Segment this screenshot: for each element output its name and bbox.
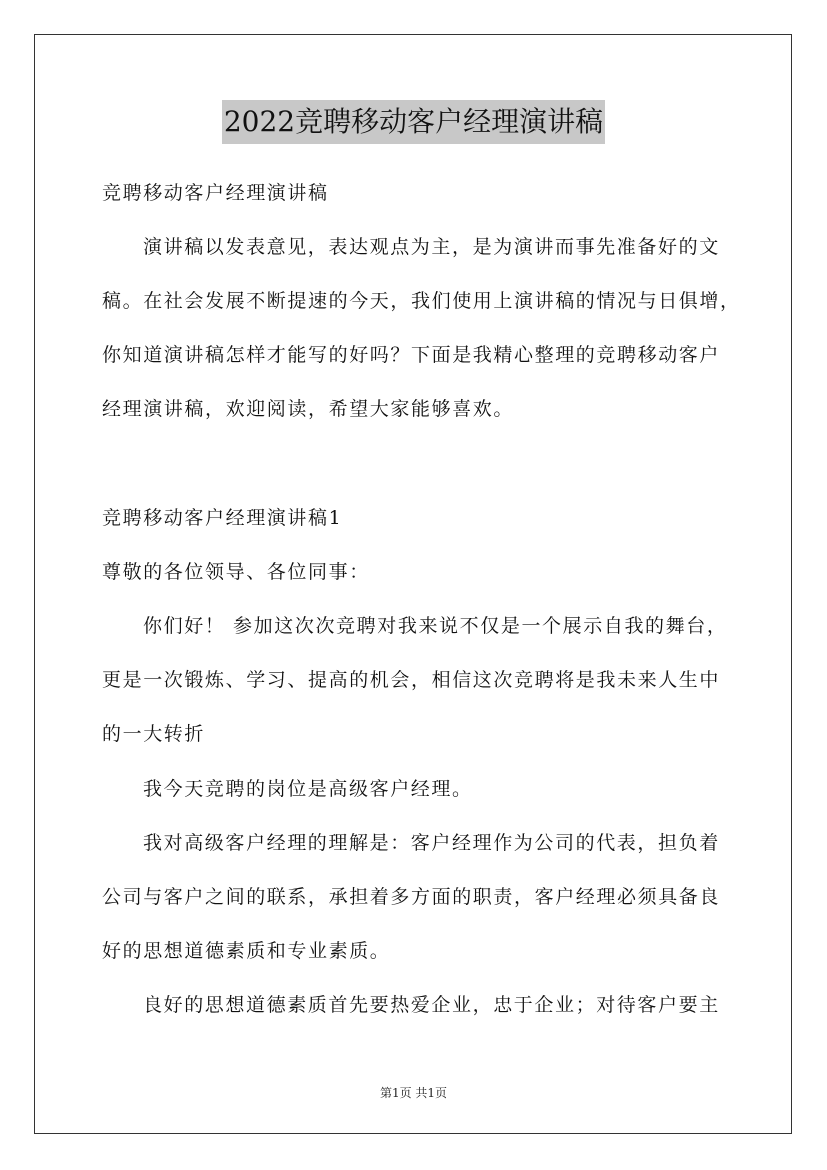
intro-line-1: 演讲稿以发表意见，表达观点为主，是为演讲而事先准备好的文	[143, 236, 720, 258]
body-line-2: 更是一次锻炼、学习、提高的机会，相信这次竞聘将是我未来人生中	[102, 669, 721, 691]
body-line-8: 良好的思想道德素质首先要热爱企业，忠于企业；对待客户要主	[143, 994, 720, 1016]
intro-line-3: 你知道演讲稿怎样才能写的好吗？下面是我精心整理的竞聘移动客户	[102, 344, 721, 366]
section-heading: 竞聘移动客户经理演讲稿1	[102, 507, 343, 529]
intro-line-2: 稿。在社会发展不断提速的今天，我们使用上演讲稿的情况与日俱增，	[102, 290, 741, 312]
document-title: 2022竞聘移动客户经理演讲稿	[222, 100, 605, 144]
body-line-7: 好的思想道德素质和专业素质。	[102, 940, 391, 962]
body-line-1: 你们好！ 参加这次次竞聘对我来说不仅是一个展示自我的舞台，	[143, 615, 728, 637]
title-container	[0, 100, 827, 144]
salutation: 尊敬的各位领导、各位同事：	[102, 561, 370, 583]
body-line-4: 我今天竞聘的岗位是高级客户经理。	[143, 778, 473, 800]
page-footer: 第1页 共1页	[379, 1086, 448, 1100]
body-line-5: 我对高级客户经理的理解是：客户经理作为公司的代表，担负着	[143, 832, 720, 854]
intro-line-4: 经理演讲稿，欢迎阅读，希望大家能够喜欢。	[102, 398, 515, 420]
document-subtitle: 竞聘移动客户经理演讲稿	[102, 182, 329, 204]
body-line-6: 公司与客户之间的联系，承担着多方面的职责，客户经理必须具备良	[102, 886, 721, 908]
body-line-3: 的一大转折	[102, 723, 206, 745]
